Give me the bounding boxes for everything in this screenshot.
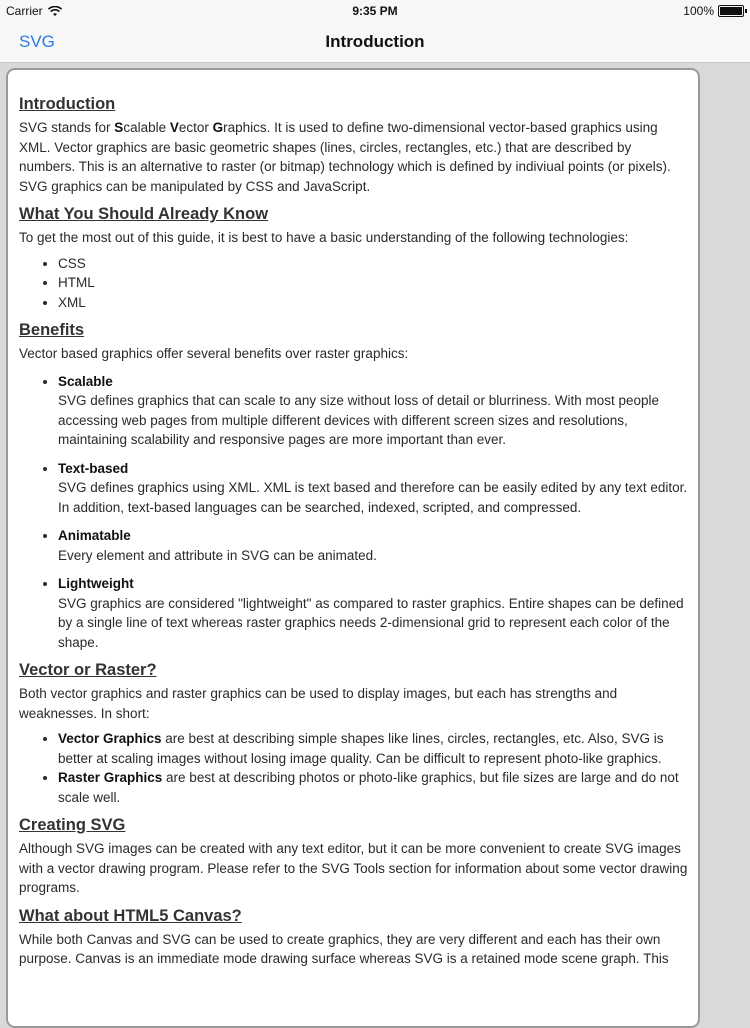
heading-benefits: Benefits bbox=[19, 321, 85, 339]
vector-list bbox=[19, 729, 688, 807]
carrier-label: Carrier bbox=[6, 4, 43, 18]
benefits-list bbox=[19, 372, 688, 653]
benefit-text: SVG graphics are considered "lightweight" as compared to raster graphics. Entire shapes can be defined by a single line of text whereas raster graphics needs 2-dimensional grid to represent each color of the shape. bbox=[58, 595, 684, 650]
status-time: 9:35 PM bbox=[352, 4, 398, 18]
list-item: • XML bbox=[58, 293, 688, 313]
list-item: • HTML bbox=[58, 273, 688, 293]
benefit-text: Every element and attribute in SVG can be animated. bbox=[58, 547, 377, 563]
battery-percent: 100% bbox=[683, 4, 714, 18]
list-item bbox=[58, 526, 688, 565]
navigation-bar bbox=[0, 22, 750, 63]
intro-paragraph: SVG stands for Scalable Vector Graphics. It is used to define two-dimensional vector-based graphics using XML. Vector graphics are basic geometric shapes (lines, circles, rectangles, etc.) that are described by numbers. This is an alternative to raster (or bitmap) technology which is defined by indiviual points (or pixels). SVG graphics can be manipulated by CSS and JavaScript. bbox=[19, 120, 671, 194]
heading-introduction: Introduction bbox=[19, 95, 116, 113]
heading-vector-raster: Vector or Raster? bbox=[19, 661, 157, 679]
benefit-title: Scalable bbox=[58, 373, 113, 389]
status-bar bbox=[0, 0, 750, 22]
vector-paragraph: Both vector graphics and raster graphics can be used to display images, but each has strengths and weaknesses. In short: bbox=[19, 686, 618, 721]
list-item bbox=[58, 372, 688, 450]
benefit-title: Lightweight bbox=[58, 576, 134, 591]
know-paragraph: To get the most out of this guide, it is best to have a basic understanding of the following technologies: bbox=[19, 230, 629, 245]
list-item: • Raster Graphics are best at describing photos or photo-like graphics, but file sizes are large and do not scale well. bbox=[58, 768, 688, 807]
heading-html5-canvas: What about HTML5 Canvas? bbox=[19, 906, 242, 925]
page-title: Introduction bbox=[325, 32, 425, 51]
benefit-title: Animatable bbox=[58, 528, 131, 543]
know-list bbox=[19, 254, 688, 313]
canvas-paragraph: While both Canvas and SVG can be used to create graphics, they are very different and each has their own purpose. Canvas is an immediate mode drawing surface whereas SVG is a retained mode scene graph. This bbox=[19, 931, 669, 966]
benefit-title: Text-based bbox=[58, 460, 129, 476]
battery-icon bbox=[718, 5, 744, 17]
creating-paragraph: Although SVG images can be created with any text editor, but it can be more convenient to create SVG images with a vector drawing program. Please refer to the SVG Tools section for information about some vector drawing programs. bbox=[19, 841, 688, 895]
benefits-paragraph: Vector based graphics offer several benefits over raster graphics: bbox=[19, 346, 409, 361]
heading-creating-svg: Creating SVG bbox=[19, 816, 126, 834]
heading-already-know: What You Should Already Know bbox=[19, 205, 269, 223]
list-item: • Vector Graphics are best at describing simple shapes like lines, circles, rectangles, etc. Also, SVG is better at scaling images without losing image quality. Can be difficult to represent photo-like graphics. bbox=[58, 729, 688, 768]
content-card[interactable] bbox=[6, 68, 700, 1028]
status-right bbox=[683, 4, 744, 18]
back-button[interactable]: SVG bbox=[19, 32, 55, 51]
benefit-text: SVG defines graphics that can scale to any size without loss of detail or blurriness. With most people accessing web pages from multiple different devices with different screen sizes and resolutions, maintaining scalability and responsive pages are more important than ever. bbox=[58, 393, 660, 447]
list-item: • CSS bbox=[58, 254, 688, 274]
list-item bbox=[58, 574, 688, 652]
list-item bbox=[58, 459, 688, 518]
benefit-text: SVG defines graphics using XML. XML is text based and therefore can be easily edited by any text editor. In addition, text-based languages can be searched, indexed, scripted, and compressed. bbox=[58, 480, 688, 515]
